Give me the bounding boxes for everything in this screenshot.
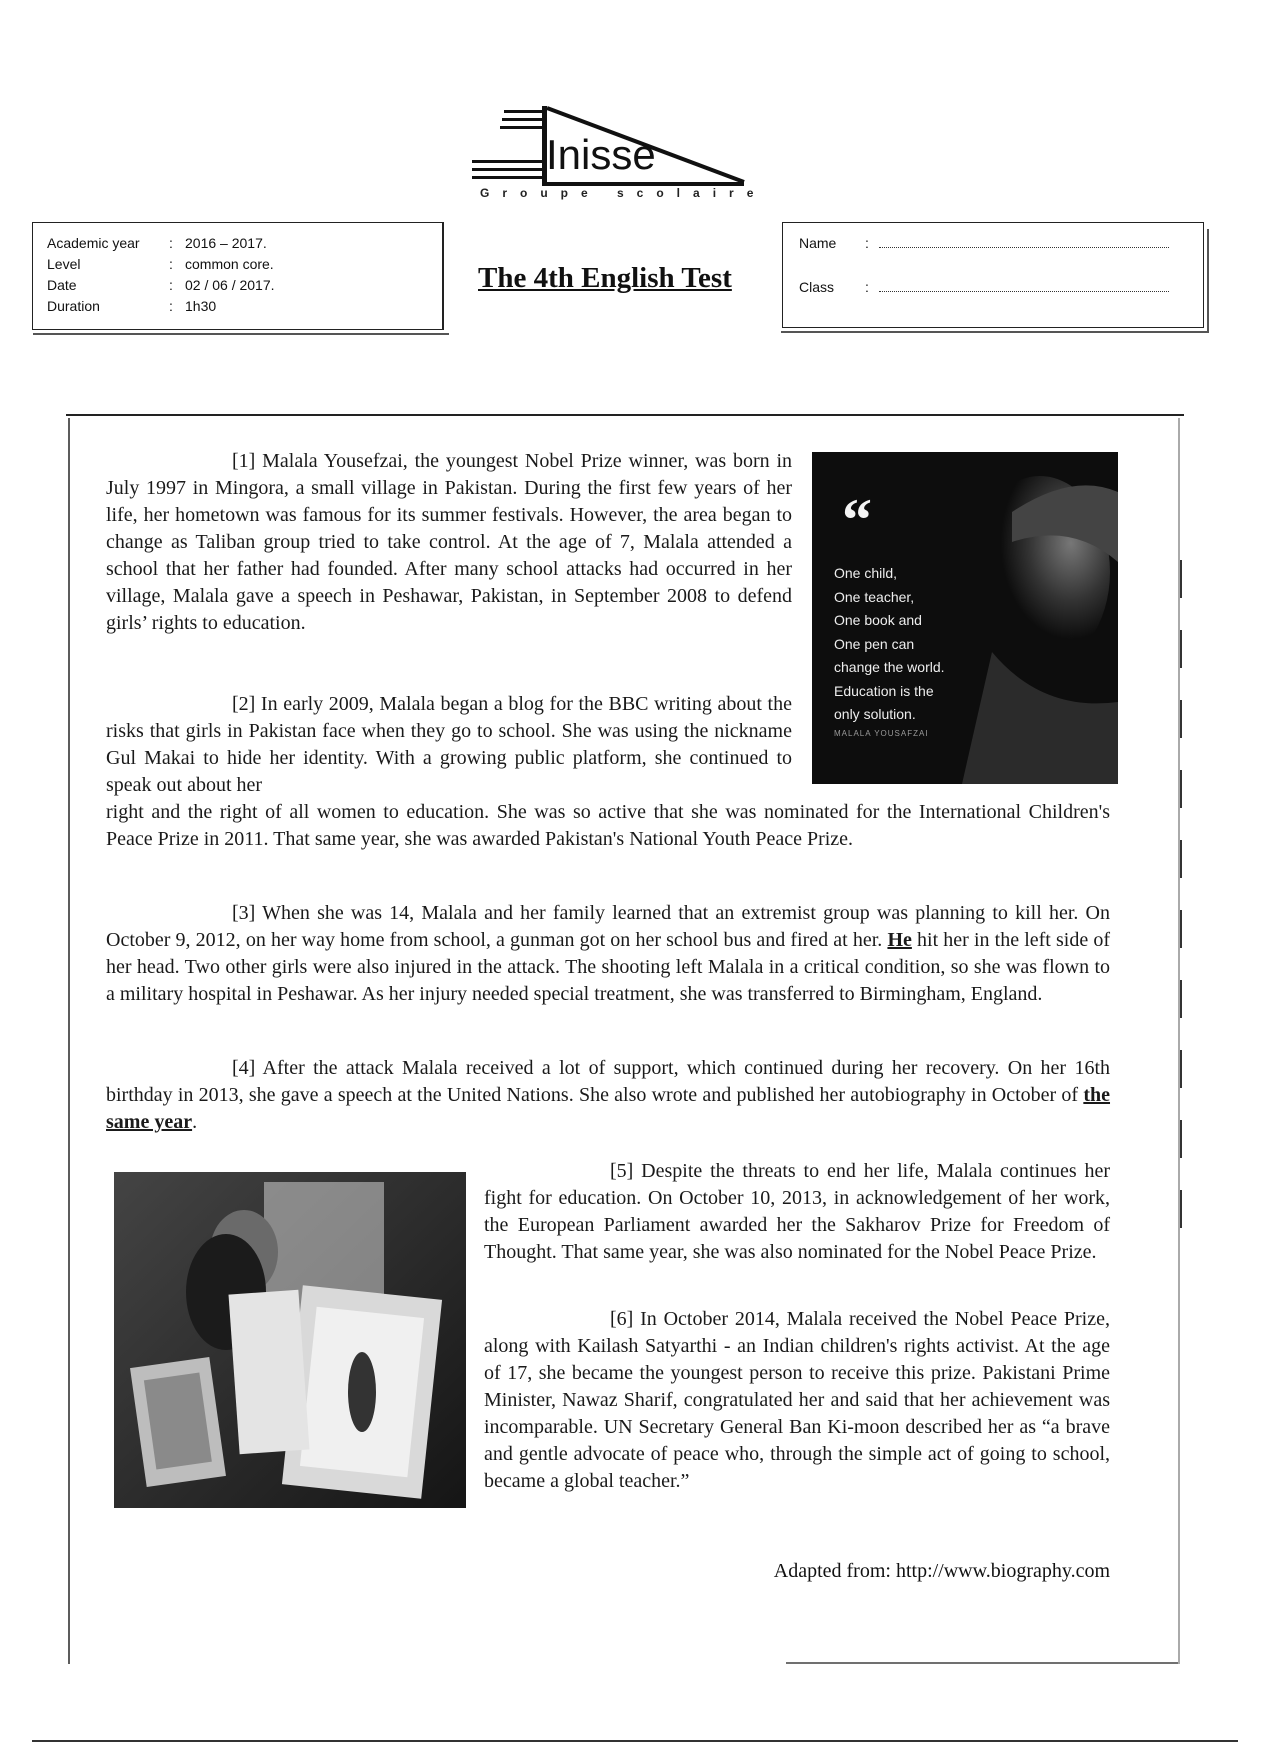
paragraph-2: [2] In early 2009, Malala began a blog for the BBC writing about the risks that girls in Pakistan face when they go to school. She was using the nickname Gul Makai to hide her identity. With a growing public platform, she continued to speak out about her (106, 693, 792, 796)
info-date: Date : 02 / 06 / 2017. (47, 277, 275, 293)
logo-tagline: Groupe scolaire (480, 186, 767, 200)
highlighted-phrase: the same year (106, 1084, 1111, 1133)
logo-wordmark: Inisse (546, 131, 656, 178)
paragraph-6: [6] In October 2014, Malala received the Nobel Peace Prize, along with Kailash Satyarthi - an Indian children's rights activist. At the age of 17, she became the youngest person to receive this prize. Pakistani Prime Minister, Nawaz Sharif, congratulated her and said that her achievement was incomparable. UN Secretary General Ban Ki-moon described her as “a brave and gentle advocate of peace who, through the simple act of going to school, became a global teacher.” (484, 1308, 1110, 1492)
info-level: Level : common core. (47, 256, 274, 272)
student-info-box (782, 222, 1204, 328)
test-title: The 4th English Test (478, 262, 732, 294)
info-duration: Duration : 1h30 (47, 298, 217, 314)
malala-quote-image (812, 452, 1118, 784)
info-academic-year: Academic year : 2016 – 2017. (47, 235, 267, 251)
highlighted-pronoun: He (887, 929, 912, 951)
award-photo-icon (114, 1172, 466, 1508)
paragraph-2-continued: right and the right of all women to education. She was so active that she was nominated for the International Children's Peace Prize in 2011. That same year, she was awarded Pakistan's National Youth Peace Prize. (106, 801, 1110, 850)
paragraph-3: [3] When she was 14, Malala and her family learned that an extremist group was planning to kill her. On October 9, 2012, on her way home from school, a gunman got on her school bus and fired at her. He hit her in the left side of her head. Two other girls were also injured in the attack. The shooting left Malala in a critical condition, so she was flown to a military hospital in Peshawar. As her injury needed special treatment, she was transferred to Birmingham, England. (106, 902, 1111, 1005)
malala-award-photo (114, 1172, 466, 1508)
school-logo (472, 100, 767, 210)
exam-info-box (32, 222, 443, 330)
paragraph-4: [4] After the attack Malala received a lot of support, which continued during her recovery. On her 16th birthday in 2013, she gave a speech at the United Nations. She also wrote and published her autobiography in October of the same year. (106, 1057, 1111, 1133)
paragraph-5: [5] Despite the threats to end her life, Malala continues her fight for education. On October 10, 2013, in acknowledgement of her work, the European Parliament awarded her the Sakharov Prize for Freedom of Thought. That same year, she was also nominated for the Nobel Peace Prize. (484, 1160, 1110, 1263)
quote-text: One child, One teacher, One book and One pen can change the world. Education is the only solution. MALALA YOUSAFZAI (834, 562, 945, 741)
source-citation: Adapted from: http://www.biography.com (773, 1560, 1110, 1582)
paragraph-1: [1] Malala Yousefzai, the youngest Nobel Prize winner, was born in July 1997 in Mingora, a small village in Pakistan. During the first few years of her life, her hometown was famous for its summer festivals. However, the area began to change as Taliban group tried to take control. At the age of 7, Malala attended a school that her father had founded. After many school attacks had occurred in her village, Malala gave a speech in Peshawar, Pakistan, in September 2008 to defend girls’ rights to education. (106, 450, 792, 634)
quote-mark: “ (842, 487, 872, 553)
name-field[interactable]: Name : (799, 235, 1169, 251)
quote-author: MALALA YOUSAFZAI (834, 728, 929, 738)
class-field[interactable]: Class : (799, 279, 1169, 295)
